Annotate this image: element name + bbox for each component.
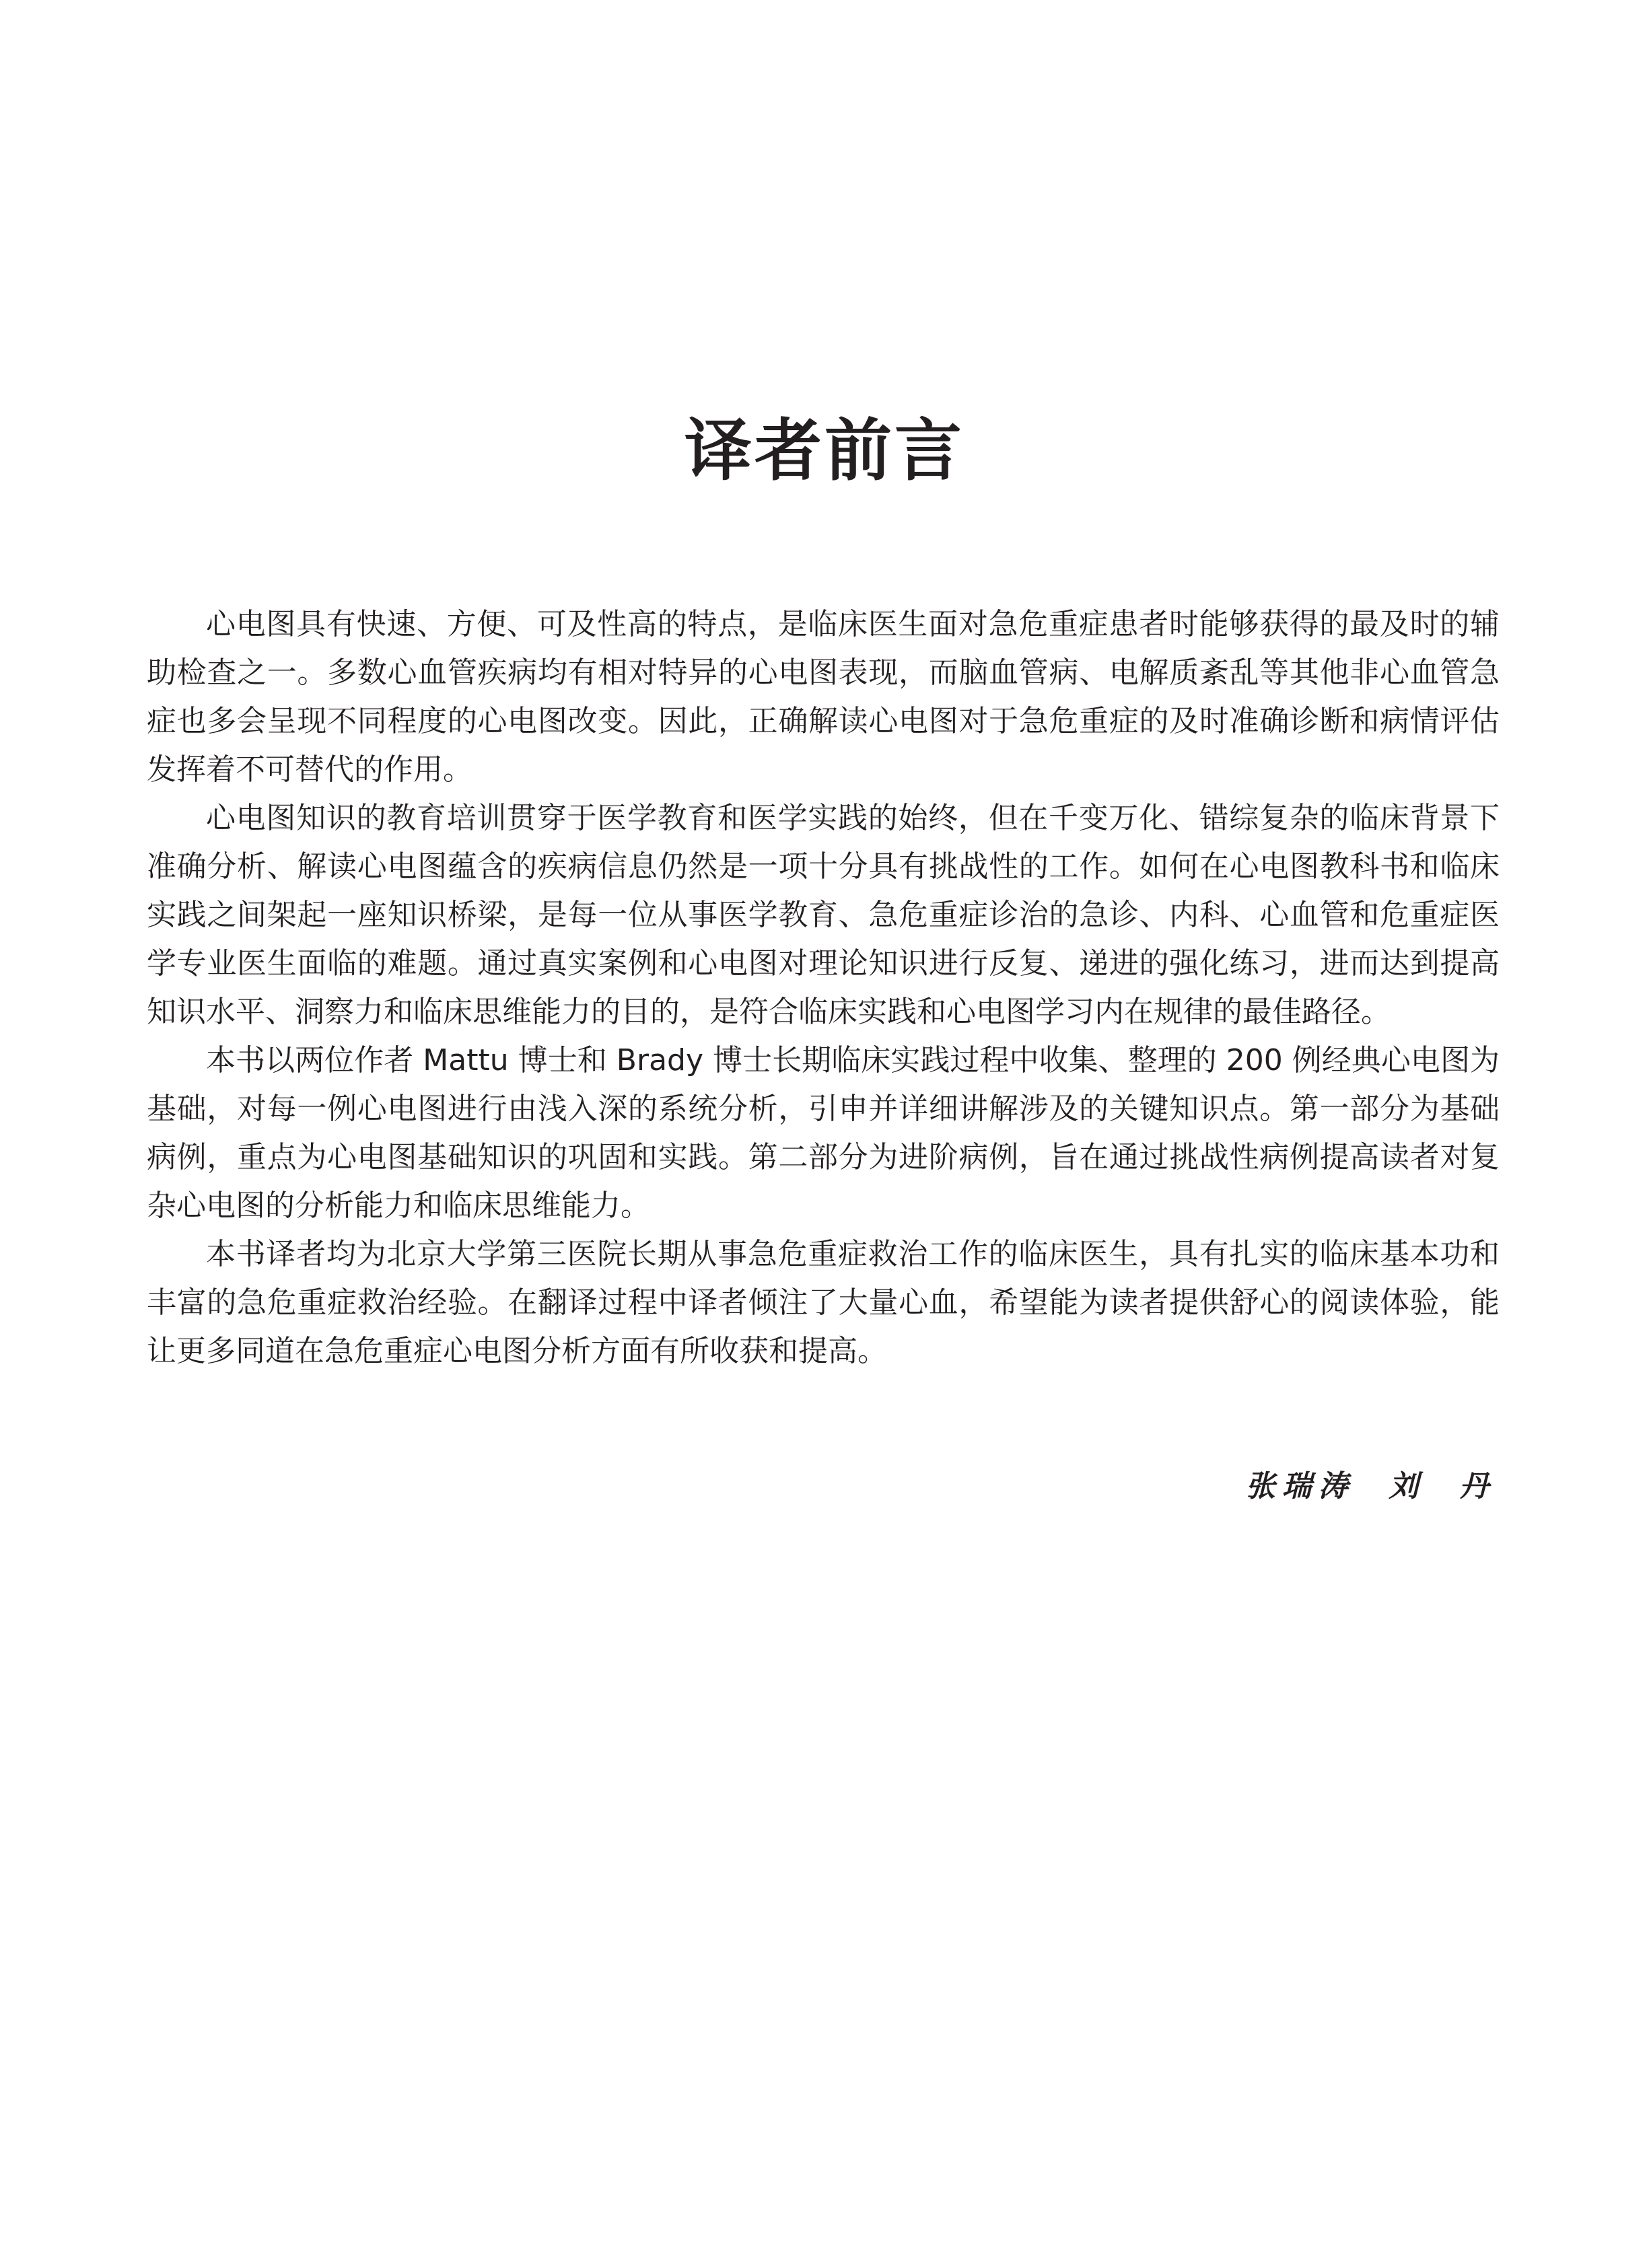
- translator-signature: 张瑞涛 刘 丹: [1245, 1469, 1496, 1503]
- paragraph: 心电图具有快速、方便、可及性高的特点，是临床医生面对急危重症患者时能够获得的最及时的辅助检查之一。多数心血管疾病均有相对特异的心电图表现，而脑血管病、电解质紊乱等其他非心血管急症也多会呈现不同程度的心电图改变。因此，正确解读心电图对于急危重症的及时准确诊断和病情评估发挥着不可替代的作用。: [147, 607, 1500, 787]
- paragraph: 心电图知识的教育培训贯穿于医学教育和医学实践的始终，但在千变万化、错综复杂的临床背景下准确分析、解读心电图蕴含的疾病信息仍然是一项十分具有挑战性的工作。如何在心电图教科书和临床实践之间架起一座知识桥梁，是每一位从事医学教育、急危重症诊治的急诊、内科、心血管和危重症医学专业医生面临的难题。通过真实案例和心电图对理论知识进行反复、递进的强化练习，进而达到提高知识水平、洞察力和临床思维能力的目的，是符合临床实践和心电图学习内在规律的最佳路径。: [147, 801, 1500, 1029]
- preface-body: [147, 600, 1500, 1376]
- paragraph: 本书译者均为北京大学第三医院长期从事急危重症救治工作的临床医生，具有扎实的临床基本功和丰富的急危重症救治经验。在翻译过程中译者倾注了大量心血，希望能为读者提供舒心的阅读体验，能让更多同道在急危重症心电图分析方面有所收获和提高。: [147, 1237, 1500, 1368]
- paragraph: 本书以两位作者 Mattu 博士和 Brady 博士长期临床实践过程中收集、整理的 200 例经典心电图为基础，对每一例心电图进行由浅入深的系统分析，引申并详细讲解涉及的关键知识点。第一部分为基础病例，重点为心电图基础知识的巩固和实践。第二部分为进阶病例，旨在通过挑战性病例提高读者对复杂心电图的分析能力和临床思维能力。: [147, 1043, 1500, 1223]
- page-title: 译者前言: [685, 411, 964, 490]
